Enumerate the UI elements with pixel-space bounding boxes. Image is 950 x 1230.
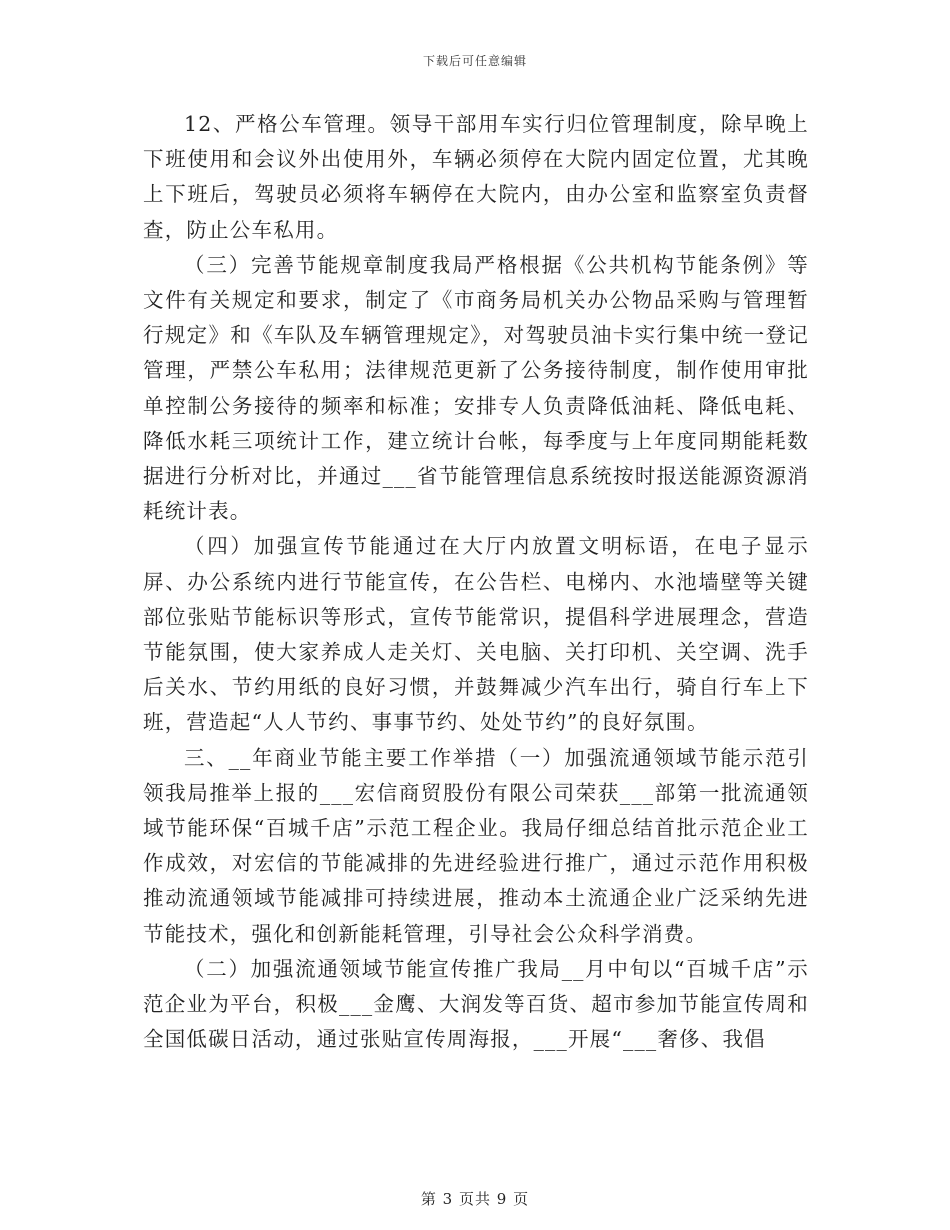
- paragraph-vehicle-management: 12、严格公车管理。领导干部用车实行归位管理制度，除早晚上下班使用和会议外出使用外，车辆必须停在大院内固定位置，尤其晚上下班后，驾驶员必须将车辆停在大院内，由办公室和监察室负责督查，防止公车私用。: [143, 112, 809, 242]
- paragraph-energy-regulations: （三）完善节能规章制度我局严格根据《公共机构节能条例》等文件有关规定和要求，制定了《市商务局机关办公物品采购与管理暂行规定》和《车队及车辆管理规定》，对驾驶员油卡实行集中统一登记管理，严禁公车私用；法律规范更新了公务接待制度，制作使用审批单控制公务接待的频率和标准；安排专人负责降低油耗、降低电耗、降低水耗三项统计工作，建立统计台帐，每季度与上年度同期能耗数据进行分析对比，并通过___省节能管理信息系统按时报送能源资源消耗统计表。: [143, 252, 809, 524]
- page-number: 第 3 页共 9 页: [420, 1190, 530, 1208]
- paragraph-commercial-measures: 三、__年商业节能主要工作举措（一）加强流通领域节能示范引领我局推举上报的___宏信商贸股份有限公司荣获___部第一批流通领域节能环保“百城千店”示范工程企业。我局仔细总结首批示范企业工作成效，对宏信的节能减排的先进经验进行推广，通过示范作用积极推动流通领域节能减排可持续进展，推动本土流通企业广泛采纳先进节能技术，强化和创新能耗管理，引导社会公众科学消费。: [143, 745, 809, 946]
- page-header: 下载后可任意编辑: [422, 54, 527, 68]
- paragraph-energy-publicity: （四）加强宣传节能通过在大厅内放置文明标语，在电子显示屏、办公系统内进行节能宣传，在公告栏、电梯内、水池墙壁等关键部位张贴节能标识等形式，宣传节能常识，提倡科学进展理念，营造节能氛围，使大家养成人走关灯、关电脑、关打印机、关空调、洗手后关水、节约用纸的良好习惯，并鼓舞减少汽车出行，骑自行车上下班，营造起“人人节约、事事节约、处处节约”的良好氛围。: [143, 534, 809, 735]
- document-body: [143, 107, 809, 1057]
- paragraph-circulation-promotion: （二）加强流通领域节能宣传推广我局__月中旬以“百城千店”示范企业为平台，积极___金鹰、大润发等百货、超市参加节能宣传周和全国低碳日活动，通过张贴宣传周海报，___开展“___奢侈、我倡: [143, 956, 809, 1052]
